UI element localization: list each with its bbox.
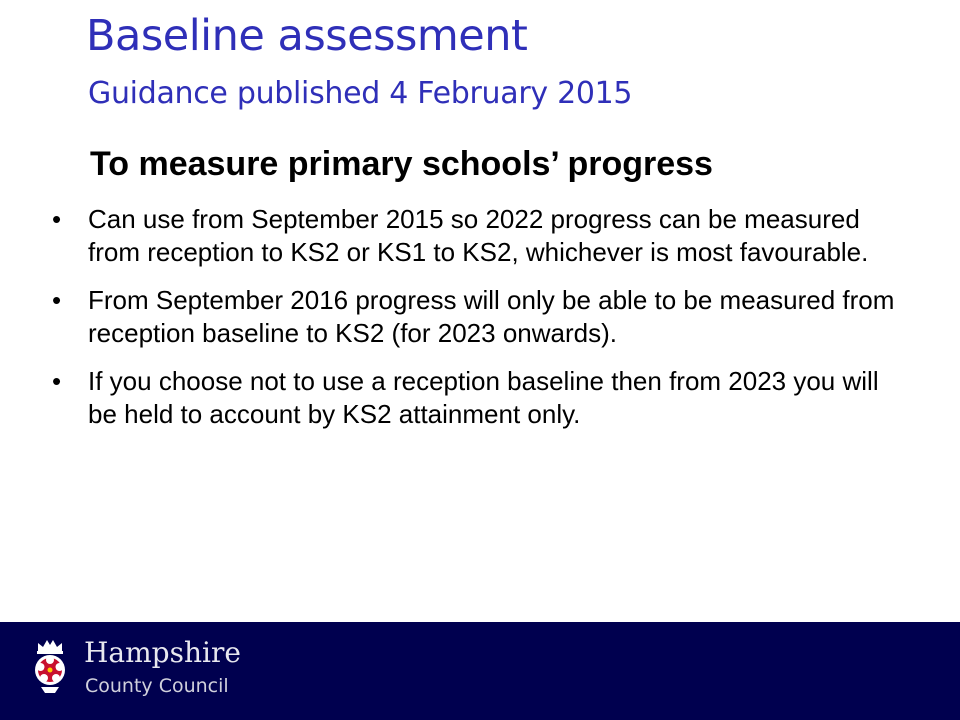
bullet-icon: •	[52, 366, 62, 396]
footer-bar	[0, 622, 960, 720]
bullet-text: If you choose not to use a reception baseline then from 2023 you will be held to account by KS2 attainment only.	[88, 366, 879, 429]
org-name: Hampshire	[84, 636, 241, 669]
hampshire-crest-icon	[30, 637, 70, 699]
bullet-item	[52, 203, 902, 269]
bullet-icon: •	[52, 285, 62, 315]
slide-heading: To measure primary schools’ progress	[90, 145, 713, 183]
bullet-item	[52, 365, 902, 431]
bullet-text: Can use from September 2015 so 2022 progress can be measured from reception to KS2 or KS1 to KS2, whichever is most favourable.	[88, 204, 869, 267]
org-subname: County Council	[85, 675, 229, 697]
bullet-list	[52, 203, 902, 446]
bullet-item	[52, 284, 902, 350]
slide-subtitle: Guidance published 4 February 2015	[88, 76, 633, 111]
bullet-text: From September 2016 progress will only be able to be measured from reception baseline to KS2 (for 2023 onwards).	[88, 285, 895, 348]
bullet-icon: •	[52, 204, 62, 234]
slide-title: Baseline assessment	[86, 11, 528, 61]
